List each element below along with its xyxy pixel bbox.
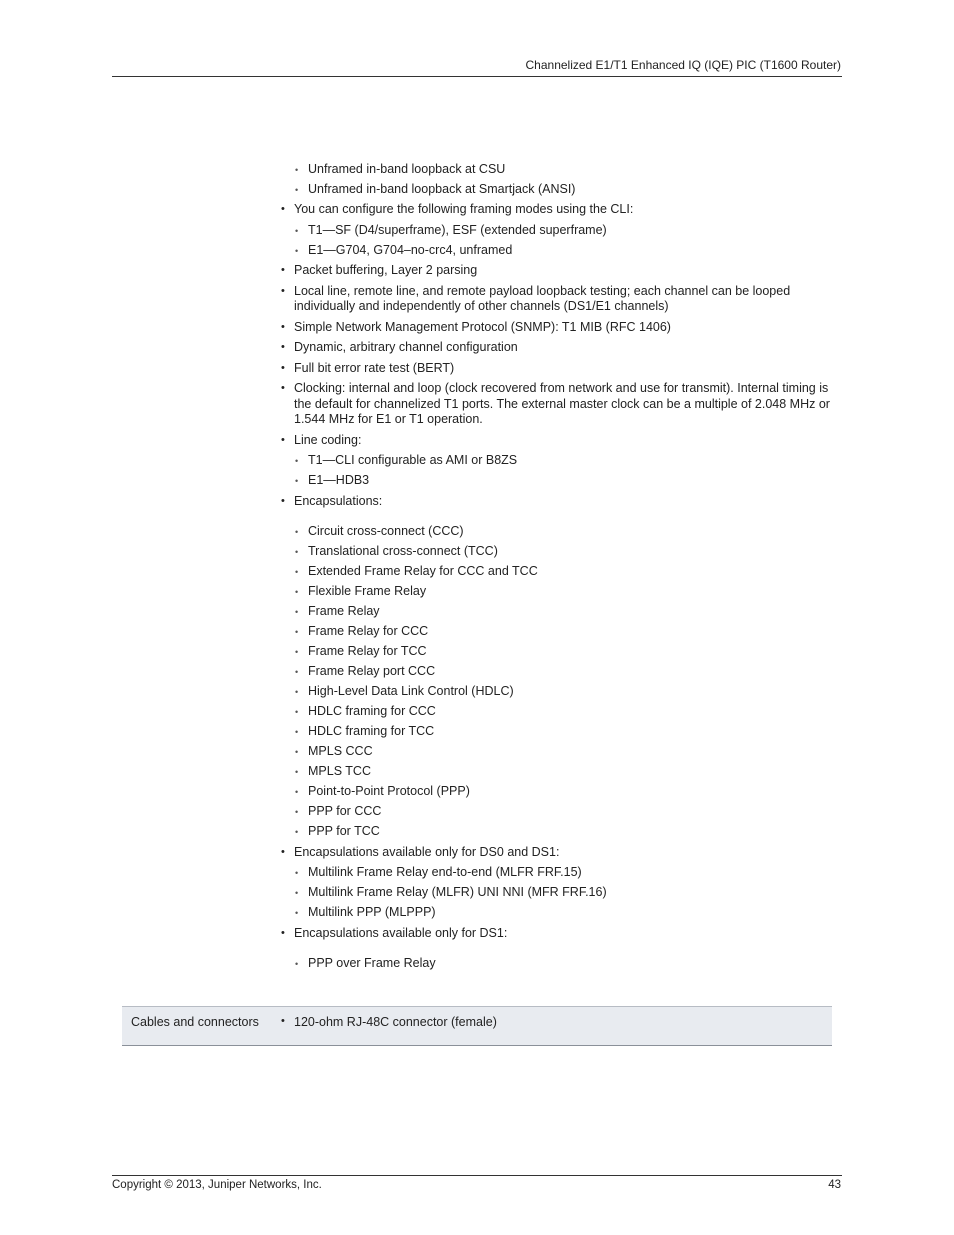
feature-item: [294, 845, 836, 921]
list-item: • E1—HDB3: [308, 473, 836, 489]
feature-item: [294, 494, 836, 840]
list-item: • High-Level Data Link Control (HDLC): [308, 684, 836, 700]
list-item: • HDLC framing for TCC: [308, 724, 836, 740]
list-item: • MPLS TCC: [308, 764, 836, 780]
feature-item: [294, 381, 836, 428]
list-item: • Circuit cross-connect (CCC): [308, 524, 836, 540]
footer-rule: [112, 1175, 842, 1176]
page-header-title: Channelized E1/T1 Enhanced IQ (IQE) PIC (T1600 Router): [525, 58, 841, 72]
leading-sublist: [280, 162, 836, 198]
feature-text: Simple Network Management Protocol (SNMP): T1 MIB (RFC 1406): [294, 319, 671, 334]
features-content: [280, 162, 836, 977]
feature-text: Dynamic, arbitrary channel configuration: [294, 340, 518, 354]
feature-item: [294, 263, 836, 279]
features-list: [280, 202, 836, 972]
list-item: • Extended Frame Relay for CCC and TCC: [308, 564, 836, 580]
feature-text: Clocking: internal and loop (clock recovered from network and use for transmit). Internal timing is the default for channelized T1 ports. The external master clock can be a multiple of 2.048 MHz or 1.544 MHz for E1 or T1 operation.: [294, 381, 830, 426]
list-item: • Frame Relay port CCC: [308, 664, 836, 680]
feature-text: Packet buffering, Layer 2 parsing: [294, 263, 478, 277]
feature-text: Line coding:: [294, 432, 362, 447]
list-item: • Frame Relay for CCC: [308, 624, 836, 640]
list-item: • PPP for CCC: [308, 804, 836, 820]
list-item: • Frame Relay: [308, 604, 836, 620]
list-item: • Flexible Frame Relay: [308, 584, 836, 600]
footer-copyright: Copyright © 2013, Juniper Networks, Inc.: [112, 1179, 322, 1191]
feature-item: [294, 926, 836, 972]
feature-text: Encapsulations:: [294, 493, 383, 508]
feature-sublist: [294, 453, 836, 489]
row-value: • 120-ohm RJ-48C connector (female): [294, 1015, 497, 1029]
list-item: • Multilink PPP (MLPPP): [308, 905, 836, 921]
list-item: • T1—CLI configurable as AMI or B8ZS: [308, 453, 836, 469]
list-item: • Unframed in-band loopback at Smartjack (ANSI): [308, 182, 836, 198]
header-rule: [112, 76, 842, 77]
page-number: 43: [828, 1179, 841, 1191]
feature-text: Encapsulations available only for DS0 and DS1:: [294, 844, 560, 859]
list-item: • Translational cross-connect (TCC): [308, 544, 836, 560]
feature-sublist: [294, 956, 836, 972]
list-item: • E1—G704, G704–no-crc4, unframed: [308, 243, 836, 259]
list-item: • Frame Relay for TCC: [308, 644, 836, 660]
list-item: • MPLS CCC: [308, 744, 836, 760]
list-item: • PPP over Frame Relay: [308, 956, 836, 972]
cables-connectors-row: [122, 1006, 832, 1046]
feature-text: You can configure the following framing modes using the CLI:: [294, 202, 634, 216]
list-item: • Multilink Frame Relay end-to-end (MLFR FRF.15): [308, 865, 836, 881]
feature-text: Encapsulations available only for DS1:: [294, 925, 508, 940]
feature-sublist: [294, 865, 836, 921]
feature-item: [294, 320, 836, 336]
list-item: • Point-to-Point Protocol (PPP): [308, 784, 836, 800]
list-item: • T1—SF (D4/superframe), ESF (extended superframe): [308, 223, 836, 239]
feature-item: [294, 361, 836, 377]
list-item: • Multilink Frame Relay (MLFR) UNI NNI (MFR FRF.16): [308, 885, 836, 901]
list-item: • HDLC framing for CCC: [308, 704, 836, 720]
feature-item: [294, 340, 836, 356]
feature-sublist: [294, 524, 836, 840]
feature-text: Local line, remote line, and remote payload loopback testing; each channel can be looped individually and independently of other channels (DS1/E1 channels): [294, 283, 791, 313]
feature-text: Full bit error rate test (BERT): [294, 360, 455, 375]
list-item: • PPP for TCC: [308, 824, 836, 840]
feature-sublist: [294, 223, 836, 259]
feature-item: [294, 284, 836, 315]
list-item: • Unframed in-band loopback at CSU: [308, 162, 836, 178]
row-label: Cables and connectors: [131, 1015, 259, 1029]
feature-item: [294, 202, 836, 258]
feature-item: [294, 433, 836, 489]
